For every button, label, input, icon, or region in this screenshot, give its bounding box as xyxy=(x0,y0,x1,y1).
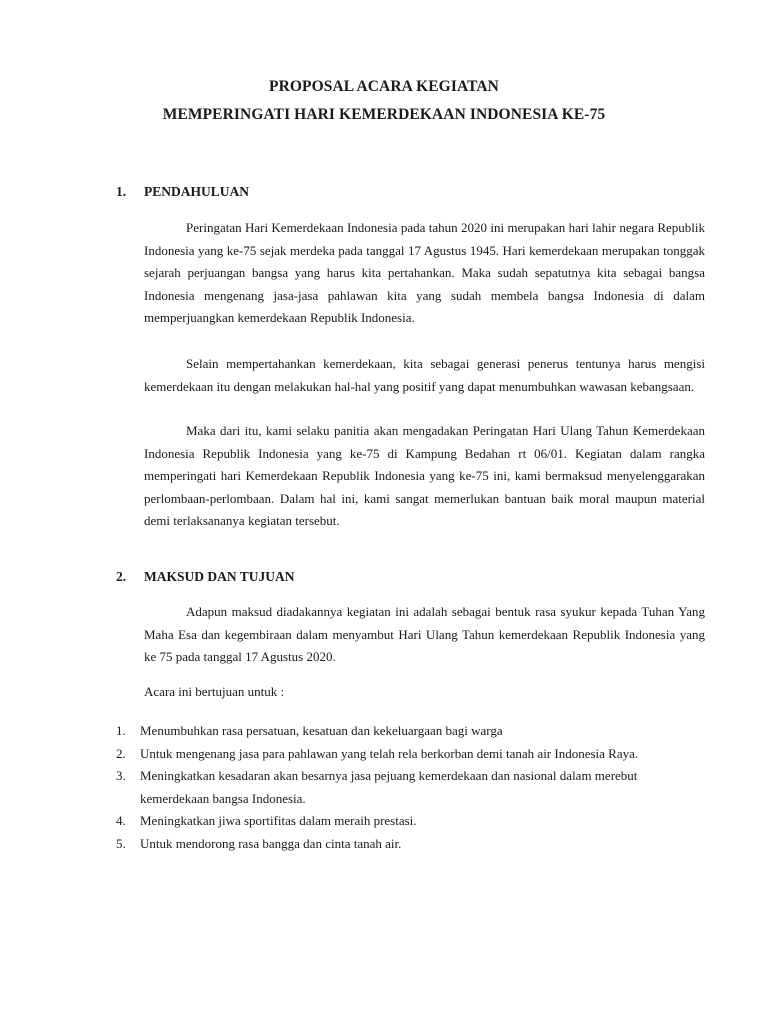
document-title: PROPOSAL ACARA KEGIATAN xyxy=(269,78,499,95)
list-item xyxy=(116,765,640,810)
list-number: 1. xyxy=(116,723,126,738)
section-title: MAKSUD DAN TUJUAN xyxy=(144,569,295,584)
section-number: 2. xyxy=(116,569,127,584)
list-item xyxy=(116,833,640,856)
list-text: Untuk mendorong rasa bangga dan cinta tanah air. xyxy=(140,835,402,851)
section-title: PENDAHULUAN xyxy=(144,184,250,199)
objectives-list xyxy=(116,720,716,855)
section-heading-pendahuluan xyxy=(116,184,249,200)
list-number: 5. xyxy=(116,835,126,851)
list-item xyxy=(116,720,640,743)
list-number: 2. xyxy=(116,745,126,761)
section-number: 1. xyxy=(116,184,127,199)
paragraph: Peringatan Hari Kemerdekaan Indonesia pada tahun 2020 ini merupakan hari lahir negara Republik Indonesia yang ke-75 sejak merdeka pada tanggal 17 Agustus 1945. Hari kemerdekaan merupakan tonggak sejarah perjuangan bangsa yang harus kita pertahankan. Maka sudah sepatutnya kita sebagai bangsa Indonesia mengenang jasa-jasa pahlawan kita yang sudah membela bangsa Indonesia di dalam memperjuangkan kemerdekaan Republik Indonesia. xyxy=(144,220,705,325)
list-item xyxy=(116,743,640,766)
list-number: 4. xyxy=(116,813,126,828)
list-text: Untuk mengenang jasa para pahlawan yang telah rela berkorban demi tanah air Indonesia Raya. xyxy=(140,745,639,761)
list-text: Menumbuhkan rasa persatuan, kesatuan dan kekeluargaan bagi warga xyxy=(140,723,503,738)
list-intro: Acara ini bertujuan untuk : xyxy=(144,684,285,699)
list-text: Meningkatkan jiwa sportifitas dalam meraih prestasi. xyxy=(140,813,417,828)
list-text: Meningkatkan kesadaran akan besarnya jasa pejuang kemerdekaan dan nasional dalam merebut kemerdekaan bangsa Indonesia. xyxy=(140,768,638,806)
section-heading-maksud-tujuan xyxy=(116,569,295,585)
list-item xyxy=(116,810,640,833)
paragraph: Maka dari itu, kami selaku panitia akan mengadakan Peringatan Hari Ulang Tahun Kemerdekaan Indonesia Republik Indonesia yang ke-75 di Kampung Bedahan rt 06/01. Kegiatan dalam rangka memperingati hari Kemerdekaan Republik Indonesia yang ke-75 ini, kami bermaksud menyelenggarakan perlombaan-perlombaan. Dalam hal ini, kami sangat memerlukan bantuan baik moral maupun material demi terlaksananya kegiatan tersebut. xyxy=(144,423,705,528)
list-number: 3. xyxy=(116,768,126,783)
document-subtitle: MEMPERINGATI HARI KEMERDEKAAN INDONESIA KE-75 xyxy=(162,106,606,123)
paragraph: Selain mempertahankan kemerdekaan, kita sebagai generasi penerus tentunya harus mengisi kemerdekaan itu dengan melakukan hal-hal yang positif yang dapat menumbuhkan wawasan kebangsaan. xyxy=(144,356,705,394)
paragraph: Adapun maksud diadakannya kegiatan ini adalah sebagai bentuk rasa syukur kepada Tuhan Yang Maha Esa dan kegembiraan dalam menyambut Hari Ulang Tahun kemerdekaan Republik Indonesia yang ke 75 pada tanggal 17 Agustus 2020. xyxy=(144,604,705,664)
